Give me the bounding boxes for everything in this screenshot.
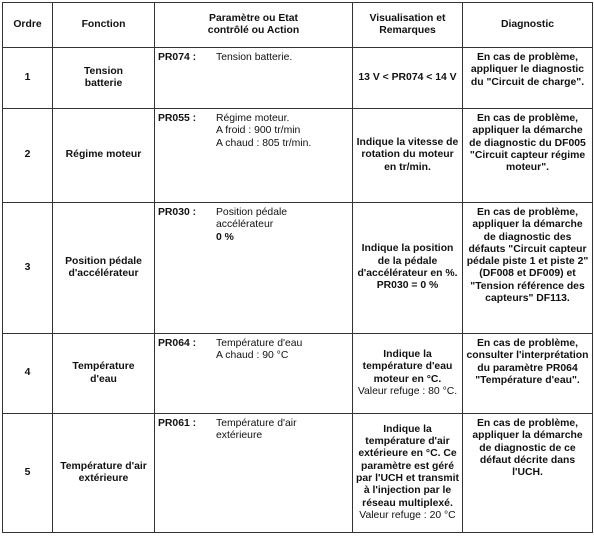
header-visualisation bbox=[353, 3, 463, 48]
cell-parametre bbox=[155, 203, 353, 334]
param-line: Température d'eau bbox=[216, 338, 303, 349]
header-parametre-label: Paramètre ou Etat contrôlé ou Action bbox=[207, 12, 300, 36]
cell-ordre: 3 bbox=[3, 203, 53, 334]
param-code: PR074 : bbox=[158, 52, 197, 63]
param-code: PR030 : bbox=[158, 207, 197, 218]
cell-visualisation bbox=[353, 334, 463, 414]
param-text bbox=[216, 52, 344, 64]
param-line: A froid : 900 tr/min bbox=[216, 125, 301, 137]
param-text bbox=[216, 338, 344, 363]
cell-parametre bbox=[155, 414, 353, 533]
cell-parametre bbox=[155, 334, 353, 414]
cell-parametre bbox=[155, 109, 353, 203]
vis-main: 13 V < PR074 < 14 V bbox=[358, 71, 457, 83]
param-code: PR055 : bbox=[158, 113, 197, 124]
param-line: A chaud : 805 tr/min. bbox=[216, 137, 312, 149]
cell-diagnostic bbox=[463, 109, 593, 203]
diagnostic-text: En cas de problème, consulter l'interprétation du paramètre PR064 "Température d'eau". bbox=[466, 338, 589, 386]
param-line: Température d'air extérieure bbox=[216, 418, 297, 442]
cell-fonction: Régime moteur bbox=[53, 109, 155, 203]
param-text bbox=[216, 418, 344, 443]
cell-fonction bbox=[53, 203, 155, 334]
fonction-label: Position pédale d'accélérateur bbox=[65, 255, 142, 279]
param-text bbox=[216, 207, 344, 244]
cell-ordre: 1 bbox=[3, 48, 53, 109]
cell-diagnostic bbox=[463, 414, 593, 533]
cell-fonction: Température d'air extérieure bbox=[53, 414, 155, 533]
diagnostic-text: En cas de problème, appliquer le diagnostic du "Circuit de charge". bbox=[470, 52, 585, 88]
param-line: 0 % bbox=[216, 231, 234, 243]
header-visualisation-label: Visualisation et Remarques bbox=[369, 12, 446, 36]
vis-fallback: Valeur refuge : 20 °C bbox=[359, 509, 456, 521]
param-line: A chaud : 90 °C bbox=[216, 350, 289, 362]
header-row bbox=[3, 3, 593, 48]
cell-parametre bbox=[155, 48, 353, 109]
fonction-label: Tension batterie bbox=[83, 65, 124, 89]
cell-diagnostic bbox=[463, 48, 593, 109]
table-row bbox=[3, 109, 593, 203]
diagnostic-text: En cas de problème, appliquer la démarche de diagnostic de ce défaut décrite dans l'UCH. bbox=[472, 418, 583, 479]
param-line: Tension batterie. bbox=[216, 52, 293, 63]
param-line: Régime moteur. bbox=[216, 113, 290, 124]
cell-fonction bbox=[53, 48, 155, 109]
header-diagnostic: Diagnostic bbox=[463, 3, 593, 48]
cell-diagnostic bbox=[463, 334, 593, 414]
cell-visualisation bbox=[353, 414, 463, 533]
header-parametre bbox=[155, 3, 353, 48]
table-row bbox=[3, 203, 593, 334]
cell-ordre: 5 bbox=[3, 414, 53, 533]
table-row bbox=[3, 414, 593, 533]
cell-visualisation bbox=[353, 109, 463, 203]
vis-main: Indique la température d'air extérieure en °C. Ce paramètre est géré par l'UCH et transmit à l'injection par le réseau multiplexé. bbox=[356, 423, 459, 509]
param-code: PR064 : bbox=[158, 338, 197, 349]
diagnostic-table bbox=[2, 2, 593, 533]
cell-fonction bbox=[53, 334, 155, 414]
fonction-label: Température d'eau bbox=[72, 361, 135, 385]
diagnostic-text: En cas de problème, appliquer la démarche de diagnostic des défauts "Circuit capteur pédale piste 1 et piste 2" (DF008 et DF009) et "Tension référence des capteurs" DF113. bbox=[466, 207, 589, 305]
vis-fallback: Valeur refuge : 80 °C. bbox=[357, 385, 458, 397]
cell-diagnostic bbox=[463, 203, 593, 334]
table-row bbox=[3, 48, 593, 109]
vis-main: Indique la position de la pédale d'accélérateur en %. PR030 = 0 % bbox=[357, 243, 458, 292]
cell-visualisation bbox=[353, 203, 463, 334]
diagnostic-text: En cas de problème, appliquer la démarche de diagnostic du DF005 "Circuit capteur régime moteur". bbox=[469, 113, 586, 174]
header-fonction: Fonction bbox=[53, 3, 155, 48]
param-line: Position pédale accélérateur bbox=[216, 207, 288, 231]
param-code: PR061 : bbox=[158, 418, 197, 429]
param-text bbox=[216, 113, 344, 150]
vis-main: Indique la température d'eau moteur en °C. bbox=[362, 348, 453, 385]
header-ordre: Ordre bbox=[3, 3, 53, 48]
cell-ordre: 2 bbox=[3, 109, 53, 203]
cell-visualisation bbox=[353, 48, 463, 109]
cell-ordre: 4 bbox=[3, 334, 53, 414]
table-row bbox=[3, 334, 593, 414]
vis-main: Indique la vitesse de rotation du moteur en tr/min. bbox=[356, 137, 459, 173]
